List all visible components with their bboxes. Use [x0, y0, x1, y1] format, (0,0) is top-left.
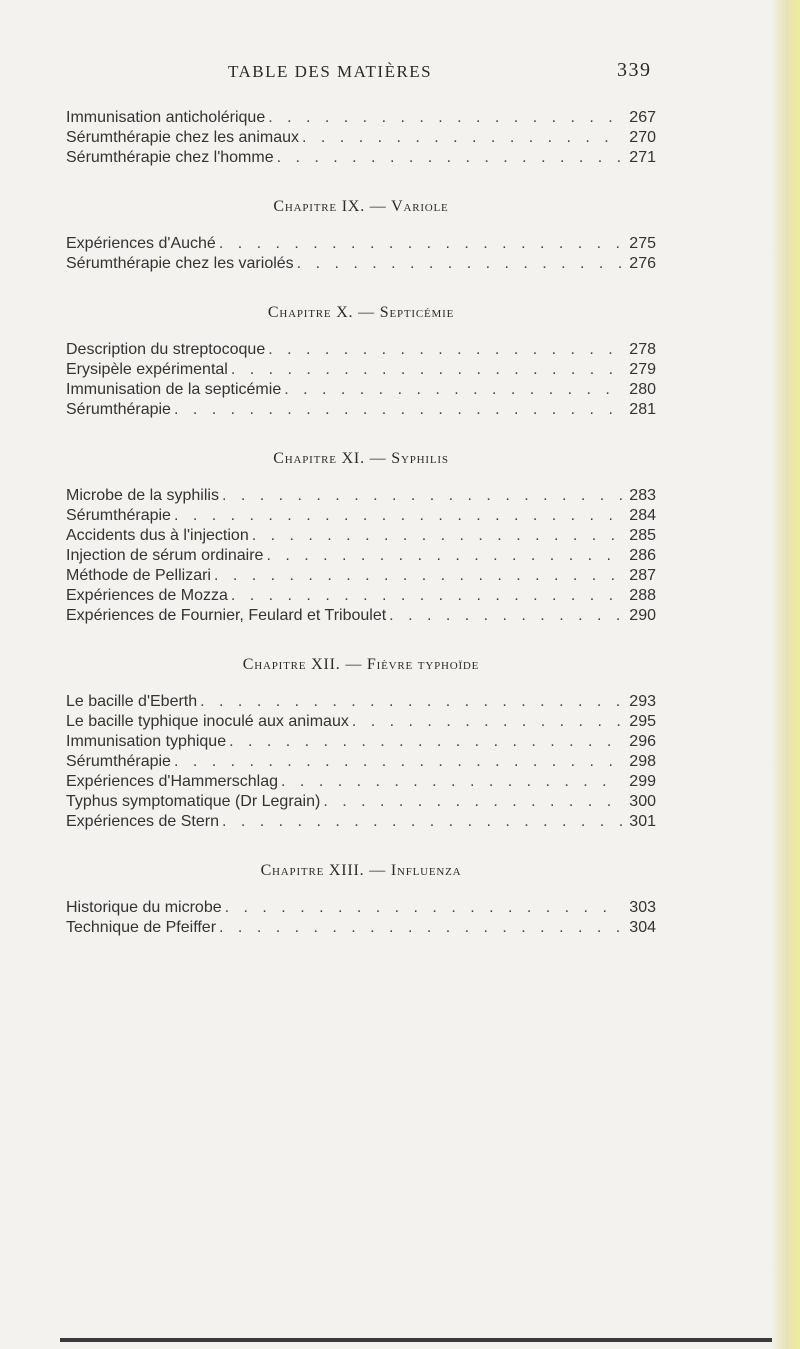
entry-title: Technique de Pfeiffer [66, 919, 217, 936]
entry-page-number: 271 [629, 149, 656, 166]
entry-page-number: 293 [629, 693, 656, 710]
entry-title: Erysipèle expérimental [66, 361, 228, 378]
chapter-heading-text: Chapitre XII. — Fièvre typhoïde [242, 656, 480, 673]
toc-entry [66, 692, 656, 712]
entry-page-number: 298 [629, 753, 656, 770]
dot-leader [268, 108, 622, 128]
dot-leader [231, 360, 622, 380]
entry-title: Expériences de Mozza [66, 587, 228, 604]
toc-entry [66, 128, 656, 148]
dot-leader [222, 812, 622, 832]
entry-title: Description du streptocoque [66, 341, 266, 358]
toc-entry [66, 898, 656, 918]
entry-page-number: 296 [629, 733, 656, 750]
toc-entry [66, 380, 656, 400]
toc-entry [66, 360, 656, 380]
toc-section [66, 862, 656, 938]
chapter-heading [66, 862, 656, 880]
dot-leader [352, 712, 622, 732]
toc-entry [66, 712, 656, 732]
entry-page-number: 286 [629, 547, 656, 564]
toc-entry [66, 566, 656, 586]
dot-leader [219, 234, 622, 254]
chapter-heading [66, 304, 656, 322]
entry-page-number: 280 [629, 381, 656, 398]
toc-entry [66, 752, 656, 772]
dot-leader [323, 792, 622, 812]
entry-title: Sérumthérapie [66, 401, 171, 418]
toc-entry [66, 732, 656, 752]
dot-leader [297, 254, 622, 274]
dot-leader [252, 526, 622, 546]
entry-title: Injection de sérum ordinaire [66, 547, 264, 564]
dot-leader [302, 128, 622, 148]
page-number: 339 [617, 59, 652, 81]
toc-entry [66, 772, 656, 792]
entry-title: Sérumthérapie chez l'homme [66, 149, 274, 166]
entry-title: Sérumthérapie [66, 507, 171, 524]
toc-entry [66, 254, 656, 274]
toc-section [66, 108, 656, 168]
entry-page-number: 284 [629, 507, 656, 524]
entry-page-number: 283 [629, 487, 656, 504]
entry-page-number: 270 [629, 129, 656, 146]
entry-title: Immunisation typhique [66, 733, 227, 750]
entry-title: Le bacille typhique inoculé aux animaux [66, 713, 349, 730]
dot-leader [219, 918, 622, 938]
entry-page-number: 299 [629, 773, 656, 790]
dot-leader [174, 752, 622, 772]
chapter-heading [66, 450, 656, 468]
dot-leader [268, 340, 622, 360]
dot-leader [284, 380, 622, 400]
entry-title: Expériences de Fournier, Feulard et Triboulet [66, 607, 387, 624]
chapter-heading [66, 198, 656, 216]
entry-page-number: 288 [629, 587, 656, 604]
entry-page-number: 285 [629, 527, 656, 544]
entry-title: Sérumthérapie chez les animaux [66, 129, 300, 146]
toc-entry [66, 506, 656, 526]
chapter-heading-text: Chapitre IX. — Variole [273, 198, 449, 215]
entry-title: Sérumthérapie [66, 753, 171, 770]
entry-title: Sérumthérapie chez les variolés [66, 255, 294, 272]
toc-entry [66, 340, 656, 360]
entry-page-number: 281 [629, 401, 656, 418]
table-of-contents [66, 108, 656, 938]
toc-entry [66, 546, 656, 566]
entry-title: Immunisation anticholérique [66, 109, 266, 126]
entry-page-number: 300 [629, 793, 656, 810]
entry-page-number: 304 [629, 919, 656, 936]
toc-entry [66, 108, 656, 128]
entry-title: Microbe de la syphilis [66, 487, 219, 504]
entry-page-number: 276 [629, 255, 656, 272]
entry-page-number: 295 [629, 713, 656, 730]
entry-title: Expériences de Stern [66, 813, 219, 830]
dot-leader [389, 606, 622, 626]
entry-title: Accidents dus à l'injection [66, 527, 249, 544]
toc-entry [66, 400, 656, 420]
dot-leader [277, 148, 622, 168]
entry-title: Expériences d'Hammerschlag [66, 773, 279, 790]
dot-leader [266, 546, 622, 566]
toc-section [66, 198, 656, 274]
entry-title: Le bacille d'Eberth [66, 693, 198, 710]
bottom-rule [60, 1338, 772, 1342]
entry-page-number: 278 [629, 341, 656, 358]
toc-entry [66, 586, 656, 606]
chapter-heading-text: Chapitre XIII. — Influenza [260, 862, 462, 879]
entry-page-number: 267 [629, 109, 656, 126]
chapter-heading-text: Chapitre X. — Septicémie [267, 304, 455, 321]
dot-leader [214, 566, 622, 586]
entry-page-number: 301 [629, 813, 656, 830]
entry-page-number: 303 [629, 899, 656, 916]
dot-leader [229, 732, 622, 752]
toc-entry [66, 792, 656, 812]
toc-entry [66, 486, 656, 506]
dot-leader [231, 586, 622, 606]
chapter-heading-text: Chapitre XI. — Syphilis [273, 450, 449, 467]
toc-entry [66, 234, 656, 254]
entry-title: Expériences d'Auché [66, 235, 216, 252]
toc-entry [66, 606, 656, 626]
running-head-title: TABLE DES MATIÈRES [228, 62, 433, 81]
toc-section [66, 304, 656, 420]
entry-title: Typhus symptomatique (Dr Legrain) [66, 793, 321, 810]
dot-leader [281, 772, 622, 792]
dot-leader [222, 486, 622, 506]
toc-section [66, 450, 656, 626]
chapter-heading [66, 656, 656, 674]
toc-entry [66, 148, 656, 168]
entry-title: Méthode de Pellizari [66, 567, 211, 584]
page-edge [770, 0, 800, 1349]
dot-leader [200, 692, 622, 712]
toc-entry [66, 526, 656, 546]
entry-title: Historique du microbe [66, 899, 222, 916]
dot-leader [174, 506, 622, 526]
toc-entry [66, 812, 656, 832]
entry-page-number: 287 [629, 567, 656, 584]
dot-leader [174, 400, 622, 420]
entry-title: Immunisation de la septicémie [66, 381, 282, 398]
dot-leader [225, 898, 622, 918]
entry-page-number: 275 [629, 235, 656, 252]
toc-section [66, 656, 656, 832]
entry-page-number: 279 [629, 361, 656, 378]
entry-page-number: 290 [629, 607, 656, 624]
toc-entry [66, 918, 656, 938]
